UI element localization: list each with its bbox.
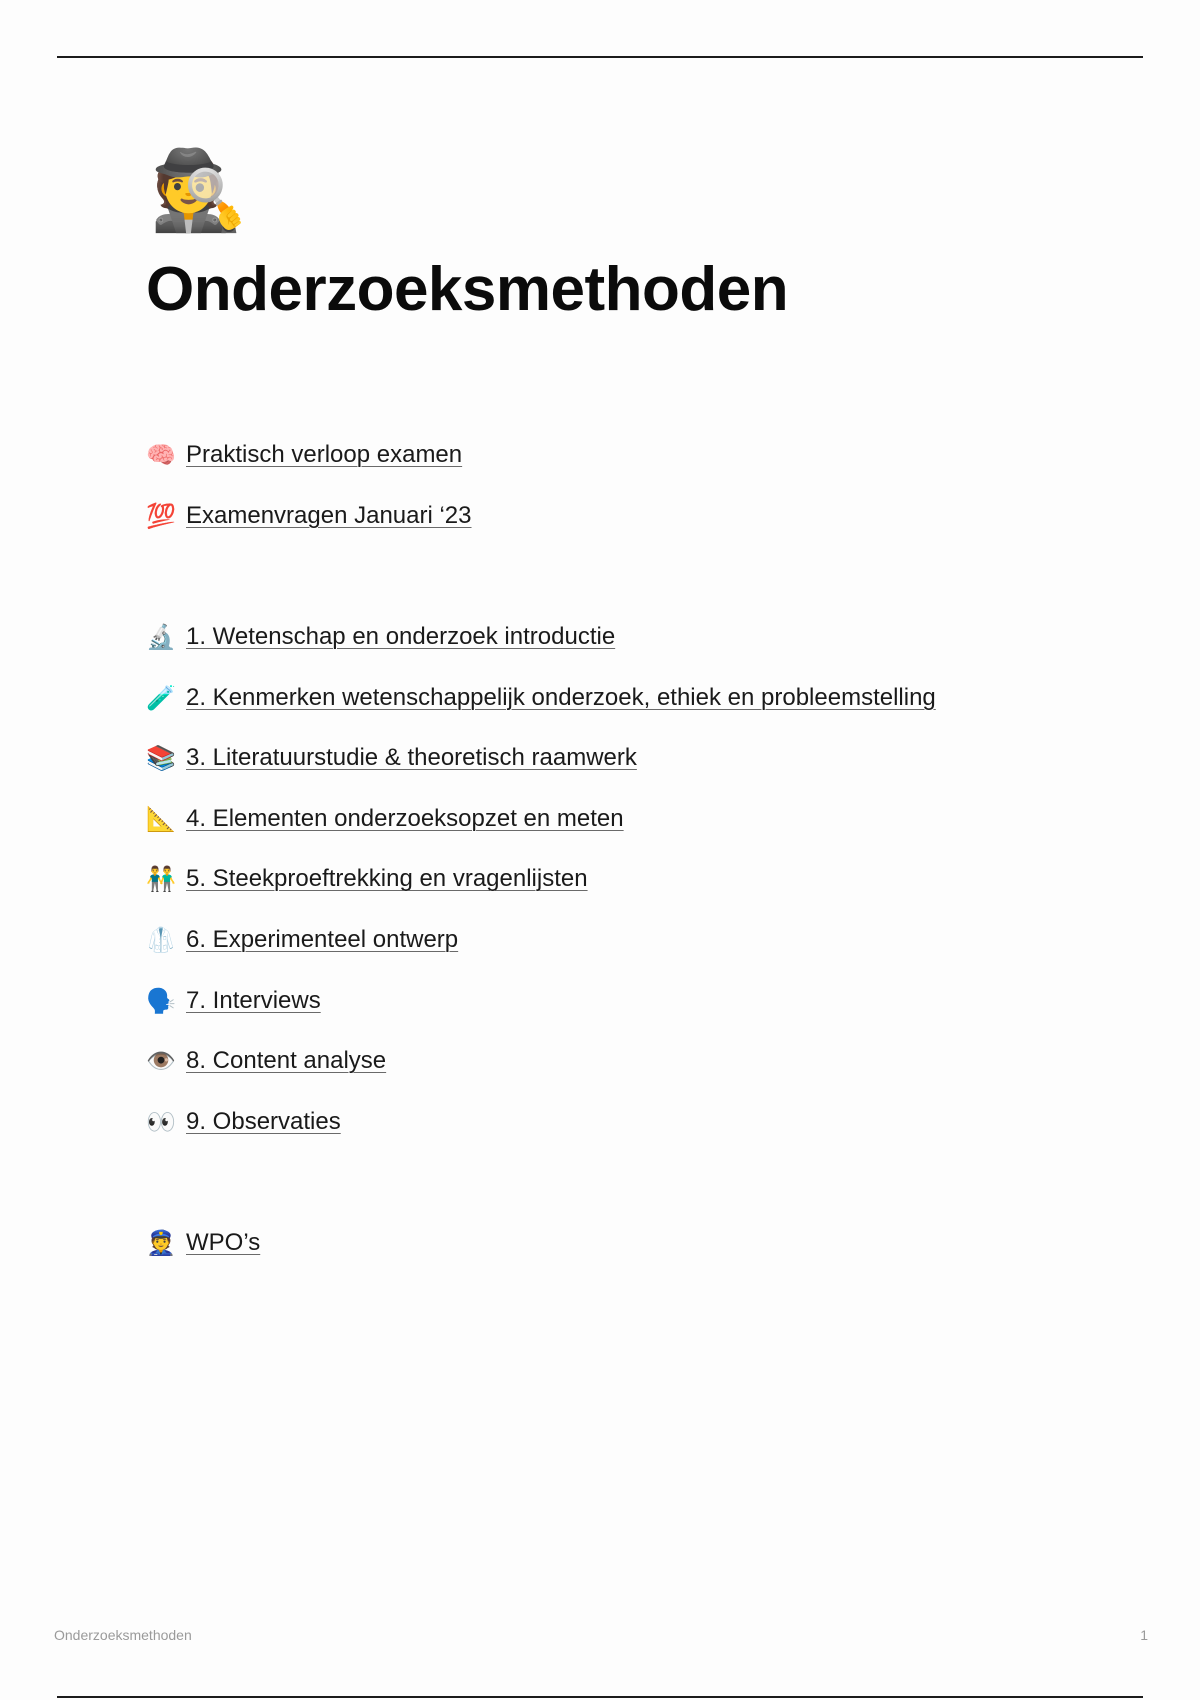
page-link-label[interactable]: Examenvragen Januari ‘23 xyxy=(186,501,472,529)
page-link-label[interactable]: 2. Kenmerken wetenschappelijk onderzoek, ethiek en probleemstelling xyxy=(186,683,936,711)
footer-title: Onderzoeksmethoden xyxy=(54,1627,192,1643)
page-link[interactable] xyxy=(146,743,936,804)
officer-icon: 👮 xyxy=(146,1229,176,1257)
bottom-rule xyxy=(57,1696,1143,1698)
eye-icon: 👁️ xyxy=(146,1047,176,1076)
page-link-label[interactable]: 1. Wetenschap en onderzoek introductie xyxy=(186,623,616,650)
triangular-ruler-icon: 📐 xyxy=(146,804,176,833)
page-link[interactable] xyxy=(146,440,472,501)
page-link-label[interactable]: Praktisch verloop examen xyxy=(186,441,463,468)
page-link[interactable] xyxy=(146,501,472,562)
page-link-label[interactable]: 3. Literatuurstudie & theoretisch raamwerk xyxy=(186,744,637,772)
page-link-label[interactable]: 6. Experimenteel ontwerp xyxy=(186,925,459,953)
books-icon: 📚 xyxy=(146,744,176,773)
page-link[interactable] xyxy=(146,986,936,1047)
speaking-head-icon: 🗣️ xyxy=(146,986,176,1015)
page-link-label[interactable]: 8. Content analyse xyxy=(186,1047,387,1075)
detective-icon: 🕵️ xyxy=(150,146,248,236)
lab-coat-icon: 🥼 xyxy=(146,925,176,954)
page-link-label[interactable]: 7. Interviews xyxy=(186,986,321,1014)
page-number: 1 xyxy=(1140,1627,1148,1643)
page-link[interactable] xyxy=(146,1107,936,1168)
link-list-chapters xyxy=(146,622,936,1167)
page-link[interactable] xyxy=(146,683,936,744)
page-title: Onderzoeksmethoden xyxy=(146,255,789,324)
page-link[interactable] xyxy=(146,1228,260,1289)
page-link[interactable] xyxy=(146,925,936,986)
top-rule xyxy=(57,56,1143,58)
page-link-label[interactable]: 9. Observaties xyxy=(186,1107,341,1135)
page-link-label[interactable]: WPO’s xyxy=(186,1229,261,1256)
brain-icon: 🧠 xyxy=(146,441,176,469)
page-link[interactable] xyxy=(146,804,936,865)
link-list-exam xyxy=(146,440,472,561)
eyes-icon: 👀 xyxy=(146,1107,176,1136)
hundred-points-icon: 💯 xyxy=(146,501,176,530)
page-link[interactable] xyxy=(146,864,936,925)
people-holding-hands-icon: 👬 xyxy=(146,865,176,894)
test-tube-icon: 🧪 xyxy=(146,683,176,712)
page-link-label[interactable]: 4. Elementen onderzoeksopzet en meten xyxy=(186,804,624,832)
page-link[interactable] xyxy=(146,622,936,683)
link-list-practicals xyxy=(146,1228,260,1289)
page-link[interactable] xyxy=(146,1046,936,1107)
microscope-icon: 🔬 xyxy=(146,623,176,651)
page-link-label[interactable]: 5. Steekproeftrekking en vragenlijsten xyxy=(186,865,588,893)
